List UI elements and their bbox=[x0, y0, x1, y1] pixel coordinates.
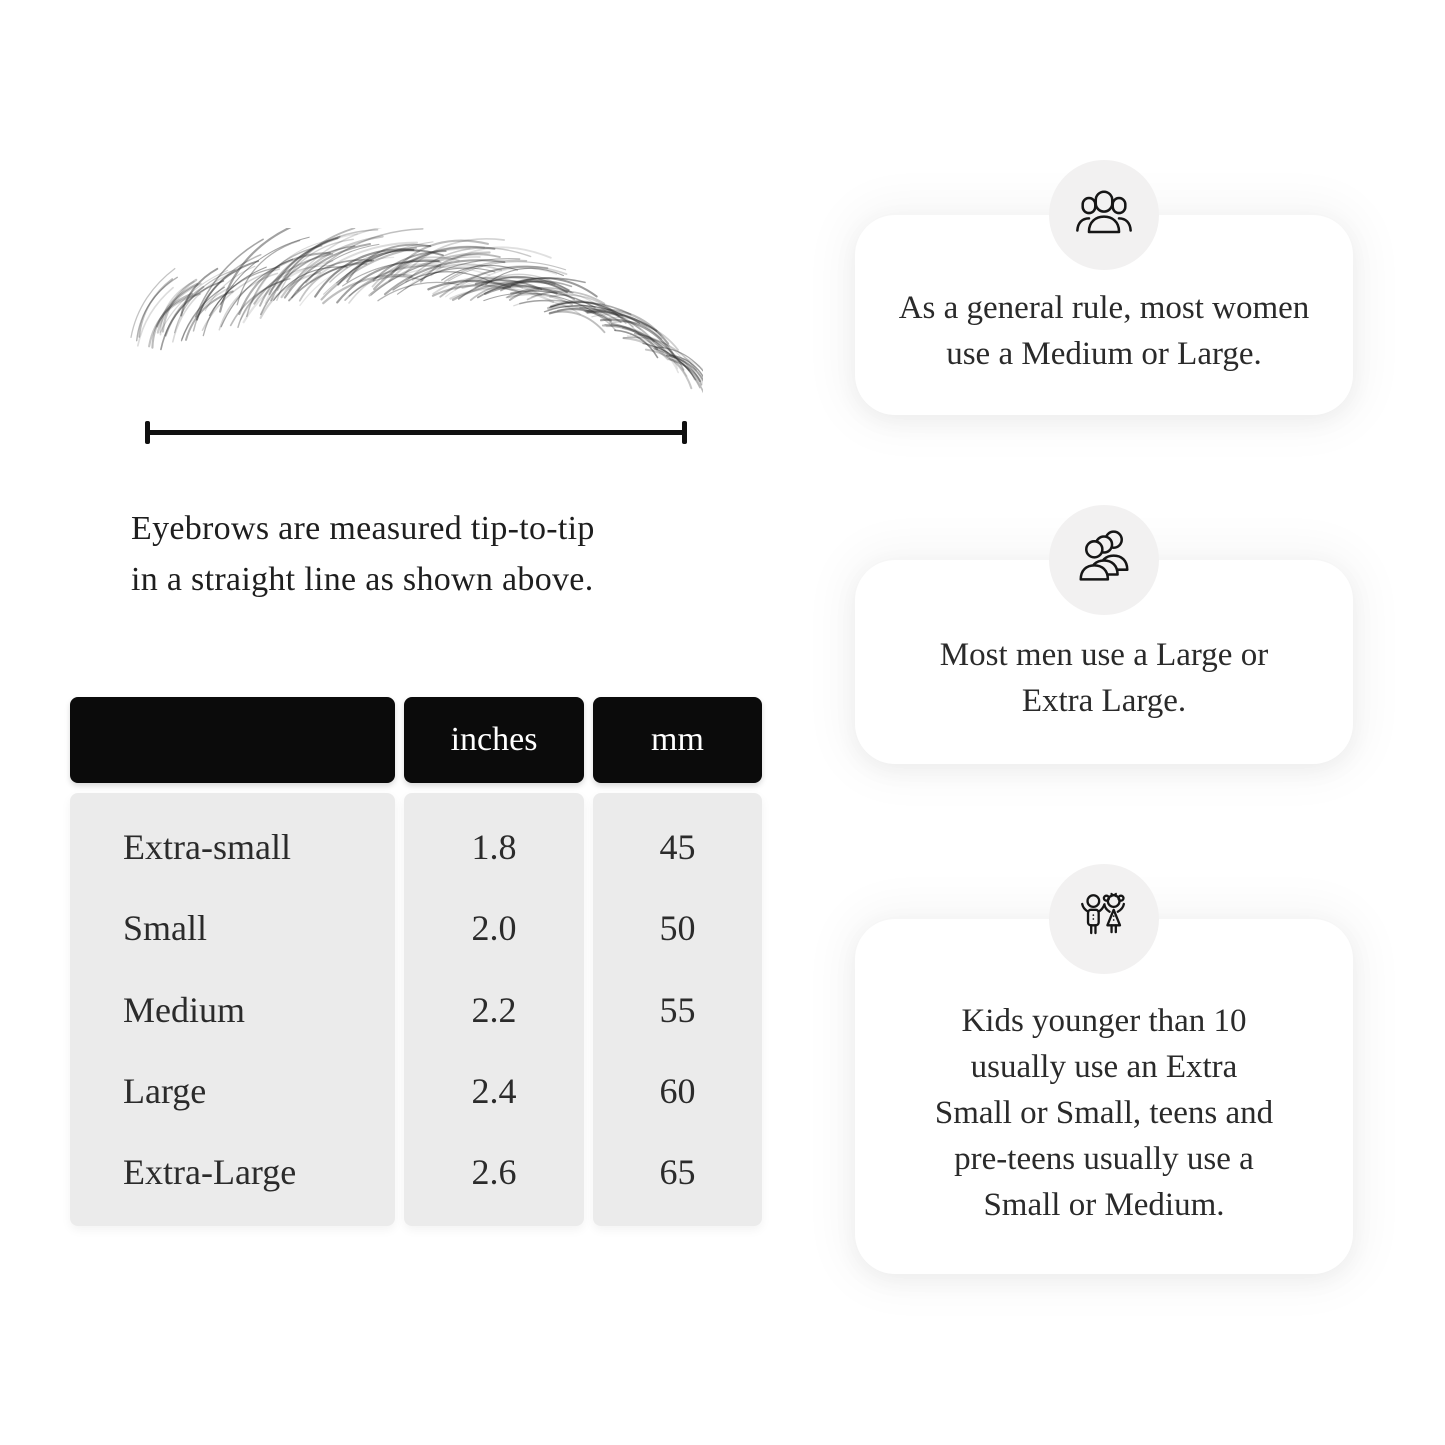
table-column-size-labels bbox=[70, 793, 395, 1226]
table-cell-inches: 2.0 bbox=[471, 908, 517, 949]
table-row-label: Extra-small bbox=[123, 826, 291, 867]
table-cell-inches: 2.6 bbox=[471, 1152, 517, 1193]
measurement-line bbox=[145, 421, 687, 444]
table-header-size bbox=[70, 697, 395, 783]
table-column-mm bbox=[593, 793, 762, 1226]
men-group-icon bbox=[1073, 529, 1135, 591]
icon-circle bbox=[1049, 864, 1159, 974]
line-end-tick-right bbox=[682, 421, 687, 444]
measurement-bar bbox=[147, 430, 685, 435]
tip-line: Extra Large. bbox=[1021, 683, 1187, 719]
table-row-label: Extra-Large bbox=[123, 1152, 297, 1193]
table-cell-mm: 55 bbox=[659, 989, 696, 1030]
table-cell-inches: 2.2 bbox=[471, 989, 517, 1030]
tip-text bbox=[899, 285, 1310, 377]
kids-icon bbox=[1073, 888, 1135, 950]
tip-line: Small or Small, teens and bbox=[934, 1094, 1274, 1131]
table-header-inches: inches bbox=[404, 697, 584, 783]
tip-line: Small or Medium. bbox=[983, 1186, 1225, 1223]
table-header-mm: mm bbox=[593, 697, 762, 783]
table-cell-mm: 60 bbox=[659, 1070, 696, 1111]
table-cell-mm: 45 bbox=[659, 826, 696, 867]
table-cell-mm: 50 bbox=[659, 908, 696, 949]
icon-circle bbox=[1049, 160, 1159, 270]
tip-card-men bbox=[855, 560, 1353, 764]
tip-line: Kids younger than 10 bbox=[961, 1002, 1247, 1039]
tip-line: use a Medium or Large. bbox=[946, 336, 1262, 372]
tip-text bbox=[935, 998, 1273, 1228]
caption-line: in a straight line as shown above. bbox=[131, 561, 594, 598]
caption-line: Eyebrows are measured tip-to-tip bbox=[131, 510, 595, 547]
table-column-inches bbox=[404, 793, 584, 1226]
tip-text bbox=[940, 632, 1268, 724]
table-cell-mm: 65 bbox=[659, 1152, 696, 1193]
tip-line: Most men use a Large or bbox=[939, 637, 1269, 673]
table-row-label: Large bbox=[123, 1070, 207, 1111]
tip-card-women bbox=[855, 215, 1353, 415]
women-group-icon bbox=[1073, 184, 1135, 246]
eyebrow-illustration bbox=[118, 228, 703, 418]
tip-line: pre-teens usually use a bbox=[954, 1140, 1254, 1177]
table-row-label: Small bbox=[123, 908, 208, 949]
tip-line: usually use an Extra bbox=[970, 1048, 1238, 1085]
table-row-label: Medium bbox=[123, 989, 245, 1030]
table-cell-inches: 1.8 bbox=[471, 826, 517, 867]
table-cell-inches: 2.4 bbox=[471, 1070, 517, 1111]
tip-card-kids bbox=[855, 919, 1353, 1274]
tip-line: As a general rule, most women bbox=[898, 290, 1310, 326]
icon-circle bbox=[1049, 505, 1159, 615]
figure-caption bbox=[131, 503, 595, 605]
